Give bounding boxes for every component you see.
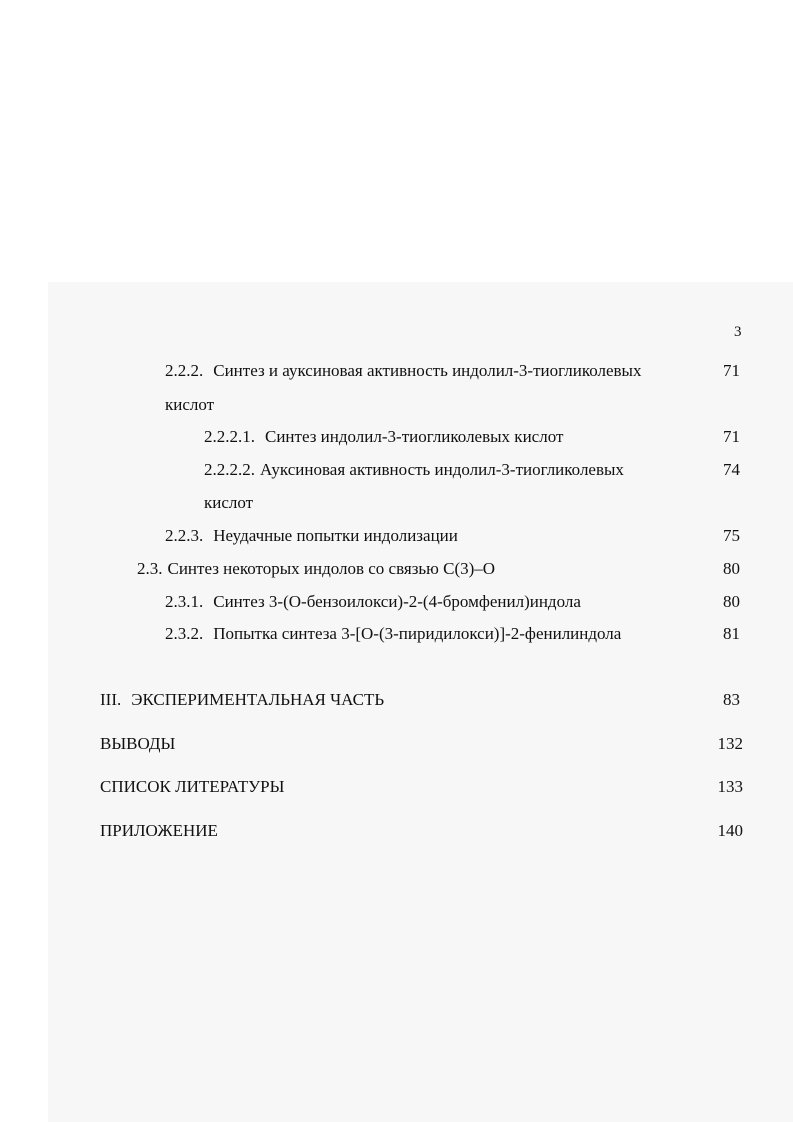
toc-entry-title: Неудачные попытки индолизации [213, 526, 458, 545]
toc-entry-title: ВЫВОДЫ [100, 734, 176, 753]
toc-entry-2-2-2-continuation [165, 394, 214, 416]
toc-entry-number: 2.2.2.1. [204, 427, 255, 446]
toc-entry-title: ЭКСПЕРИМЕНТАЛЬНАЯ ЧАСТЬ [131, 690, 385, 709]
toc-entry-2-2-2 [165, 360, 641, 382]
toc-entry-conclusions [100, 733, 175, 755]
toc-entry-number: 2.3.1. [165, 592, 204, 611]
toc-entry-2-3-2 [165, 623, 621, 645]
toc-entry-title: ПРИЛОЖЕНИЕ [100, 821, 218, 840]
toc-entry-page: 83 [723, 690, 740, 709]
toc-entry-2-2-2-2 [204, 459, 624, 481]
toc-entry-2-2-3 [165, 525, 458, 547]
toc-entry-title: Ауксиновая активность индолил-3-тиогликолевых [260, 460, 624, 479]
toc-entry-2-3 [137, 558, 495, 580]
toc-entry-page: 75 [723, 526, 740, 545]
toc-entry-page: 74 [723, 460, 740, 479]
toc-entry-page: 140 [717, 821, 743, 840]
toc-entry-part-3 [100, 689, 384, 711]
toc-entry-title: кислот [165, 395, 215, 414]
toc-entry-title: Синтез некоторых индолов со связью С(3)–О [167, 559, 496, 578]
toc-entry-page: 81 [723, 624, 740, 643]
toc-entry-page: 133 [717, 777, 743, 796]
toc-entry-page: 71 [723, 361, 740, 380]
toc-entry-number: 2.3. [137, 559, 163, 578]
toc-entry-page: 80 [723, 559, 740, 578]
toc-entry-title: Попытка синтеза 3-[О-(3-пиридилокси)]-2-фенилиндола [213, 624, 622, 643]
toc-entry-number: 2.2.3. [165, 526, 204, 545]
page-number: 3 [734, 324, 742, 340]
toc-entry-number: 2.2.2. [165, 361, 204, 380]
toc-entry-number: III. [100, 690, 122, 709]
toc-entry-title: Синтез индолил-3-тиогликолевых кислот [265, 427, 564, 446]
toc-entry-page: 132 [717, 734, 743, 753]
toc-entry-title: Синтез и ауксиновая активность индолил-3-тиогликолевых [213, 361, 642, 380]
toc-entry-number: 2.2.2.2. [204, 460, 255, 479]
toc-entry-2-2-2-2-continuation [204, 492, 253, 514]
toc-entry-title: СПИСОК ЛИТЕРАТУРЫ [100, 777, 285, 796]
toc-entry-title: Синтез 3-(О-бензоилокси)-2-(4-бромфенил)индола [213, 592, 581, 611]
toc-entry-number: 2.3.2. [165, 624, 204, 643]
toc-entry-2-3-1 [165, 591, 581, 613]
toc-entry-title: кислот [204, 493, 254, 512]
toc-entry-references [100, 776, 284, 798]
toc-entry-page: 80 [723, 592, 740, 611]
toc-entry-appendix [100, 820, 218, 842]
toc-entry-2-2-2-1 [204, 426, 563, 448]
toc-entry-page: 71 [723, 427, 740, 446]
